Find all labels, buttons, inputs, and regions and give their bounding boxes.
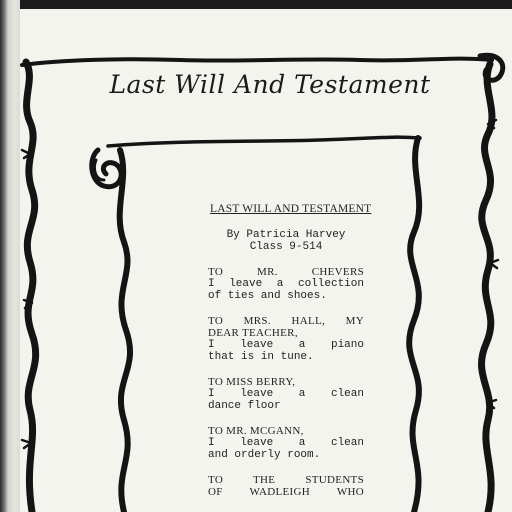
bequest-line: dance floor bbox=[208, 400, 281, 412]
document-title: LAST WILL AND TESTAMENT bbox=[210, 203, 372, 215]
bequest-lead: DEAR TEACHER, bbox=[208, 327, 298, 339]
class-line: Class 9-514 bbox=[249, 241, 323, 253]
bequest-lead: TO THE STUDENTS bbox=[208, 474, 364, 486]
bequest-chevers bbox=[208, 266, 364, 302]
bequest-lead: TO MR. CHEVERS bbox=[208, 266, 364, 278]
bequest-students bbox=[208, 474, 364, 498]
bequest-line: that is in tune. bbox=[208, 351, 314, 363]
bequest-lead: TO MISS BERRY, bbox=[208, 376, 296, 388]
bequest-hall bbox=[208, 315, 364, 363]
inner-scroll-curl bbox=[92, 150, 121, 187]
outer-scroll-right-edge bbox=[482, 64, 492, 512]
bequest-line: I leave a clean bbox=[208, 388, 364, 400]
bequest-line: I leave a piano bbox=[208, 339, 364, 351]
inner-scroll-left-edge bbox=[120, 150, 130, 512]
bequest-lead: TO MRS. HALL, MY bbox=[208, 315, 364, 327]
bequest-mcgann bbox=[208, 425, 364, 461]
bequest-berry bbox=[208, 376, 364, 412]
bequest-lead: OF WADLEIGH WHO bbox=[208, 486, 364, 498]
bequest-line: of ties and shoes. bbox=[208, 290, 327, 302]
author-line: By Patricia Harvey bbox=[226, 229, 346, 241]
bequest-line: I leave a clean bbox=[208, 437, 364, 449]
outer-scroll-top-edge bbox=[22, 59, 492, 65]
byline bbox=[208, 229, 364, 253]
bequest-line: I leave a collection bbox=[208, 278, 364, 290]
inner-scroll-top-edge bbox=[108, 137, 420, 146]
page-heading: Last Will And Testament bbox=[109, 70, 431, 99]
bequest-line: and orderly room. bbox=[208, 449, 321, 461]
inner-scroll-right-edge bbox=[409, 138, 419, 512]
bequest-lead: TO MR. MCGANN, bbox=[208, 425, 304, 437]
will-document bbox=[208, 203, 372, 498]
